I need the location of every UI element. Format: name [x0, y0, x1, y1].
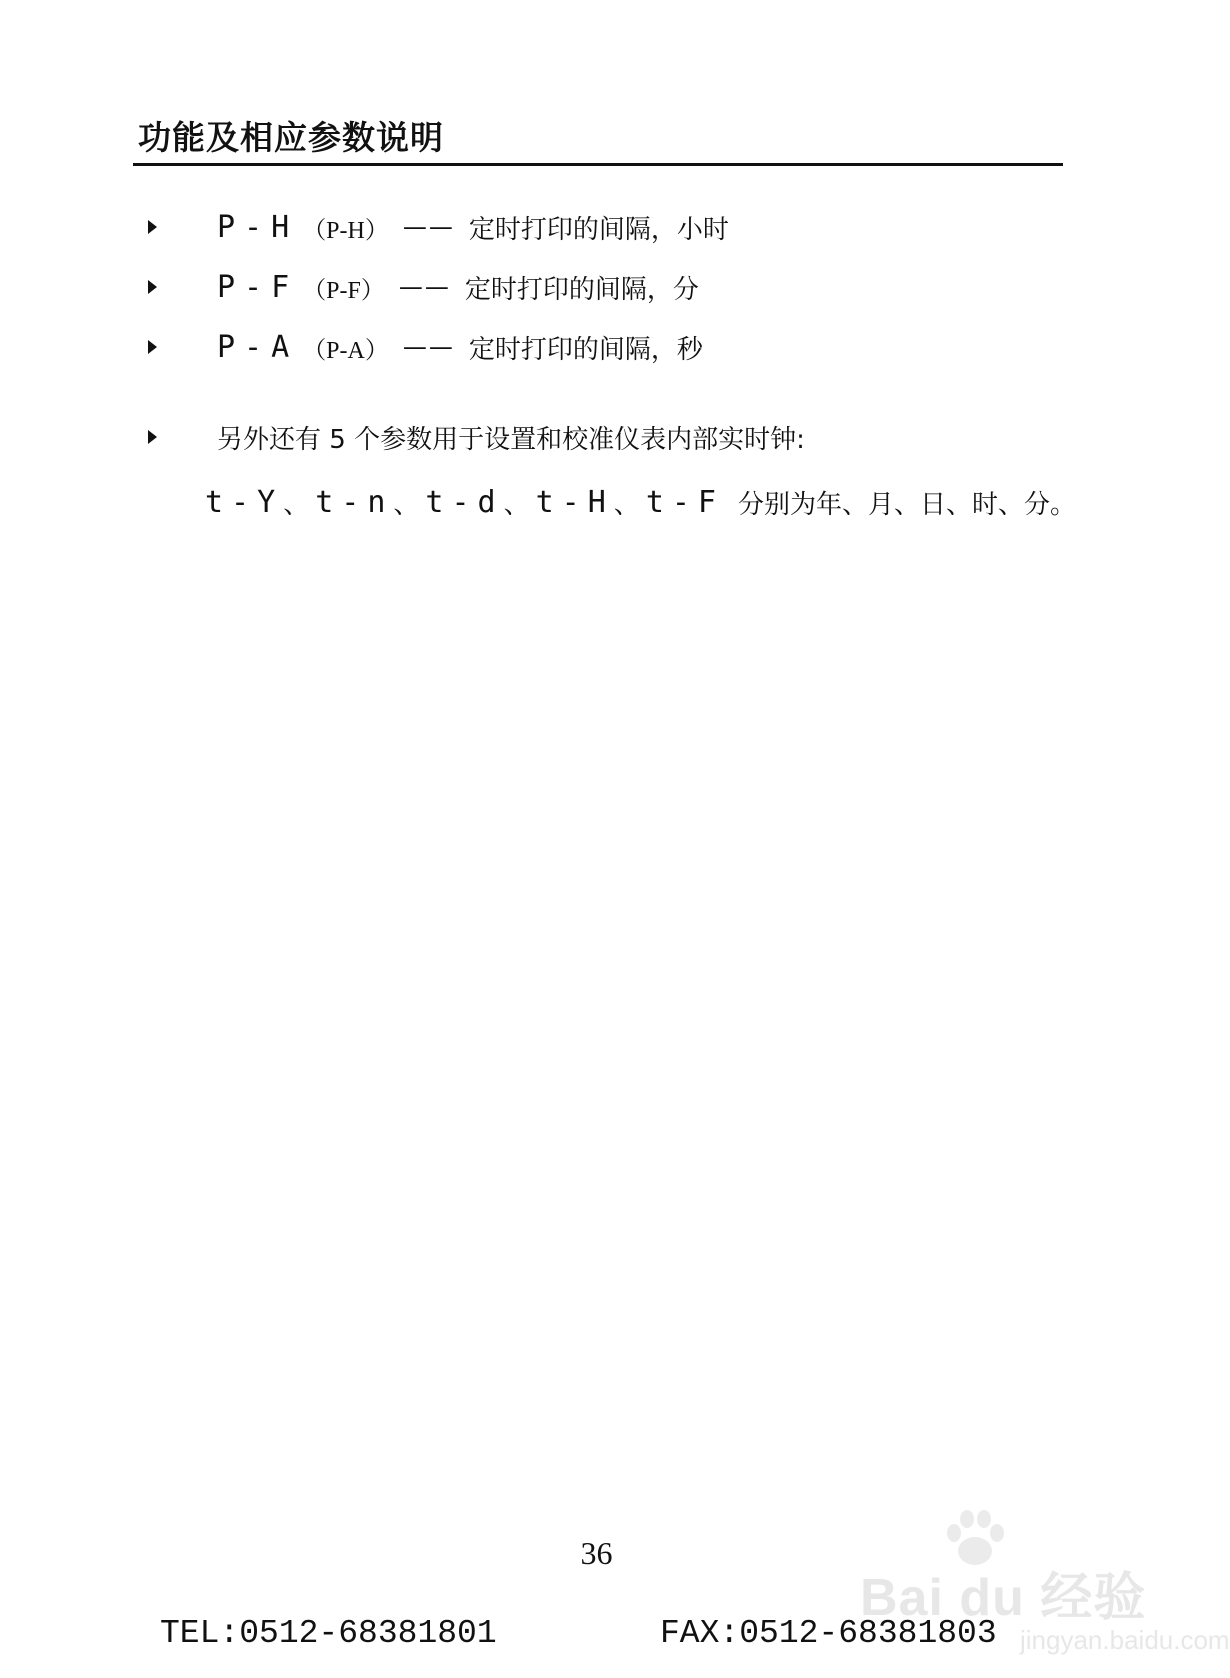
clock-params-intro: 另外还有 5 个参数用于设置和校准仪表内部实时钟:: [217, 424, 805, 455]
title-rule: [133, 163, 1063, 166]
page-title: 功能及相应参数说明: [138, 118, 444, 157]
separator: 、: [503, 489, 530, 520]
param-desc: 定时打印的间隔，秒: [468, 334, 703, 365]
param-code: P-F: [217, 269, 299, 305]
clock-params-line: [205, 482, 1076, 522]
param-code: P-A: [217, 329, 299, 365]
param-desc: 定时打印的间隔，分: [464, 274, 699, 305]
clock-code-year: t-Y: [205, 484, 284, 520]
bullet-triangle-icon: [148, 340, 157, 354]
clock-code-month: t-n: [315, 484, 394, 520]
separator: 、: [393, 489, 420, 520]
param-name: （P-H）: [302, 217, 389, 244]
param-desc: 定时打印的间隔，小时: [468, 214, 729, 245]
clock-code-minute: t-F: [645, 484, 724, 520]
dash: ——: [402, 213, 455, 241]
dash: ——: [402, 333, 455, 361]
clock-params-desc: 分别为年、月、日、时、分。: [738, 489, 1077, 520]
clock-code-hour: t-H: [535, 484, 614, 520]
clock-code-day: t-d: [425, 484, 504, 520]
bullet-triangle-icon: [148, 280, 157, 294]
dash: ——: [398, 273, 451, 301]
separator: 、: [283, 489, 310, 520]
param-name: （P-F）: [302, 277, 385, 304]
page-number: 36: [580, 1535, 613, 1571]
list-item: [148, 267, 699, 307]
footer-tel: TEL:0512-68381801: [160, 1615, 497, 1652]
list-item: [148, 417, 805, 457]
separator: 、: [613, 489, 640, 520]
baidu-jingyan-watermark: [860, 1535, 1230, 1665]
bullet-triangle-icon: [148, 220, 157, 234]
list-item: [148, 327, 703, 367]
watermark-logo-text: Bai du 经验: [860, 1569, 1147, 1627]
list-item: [148, 207, 729, 247]
param-code: P-H: [217, 209, 299, 245]
watermark-url: jingyan.baidu.com: [1020, 1625, 1230, 1655]
param-name: （P-A）: [302, 337, 389, 364]
footer-fax: FAX:0512-68381803: [660, 1615, 997, 1652]
bullet-triangle-icon: [148, 430, 157, 444]
